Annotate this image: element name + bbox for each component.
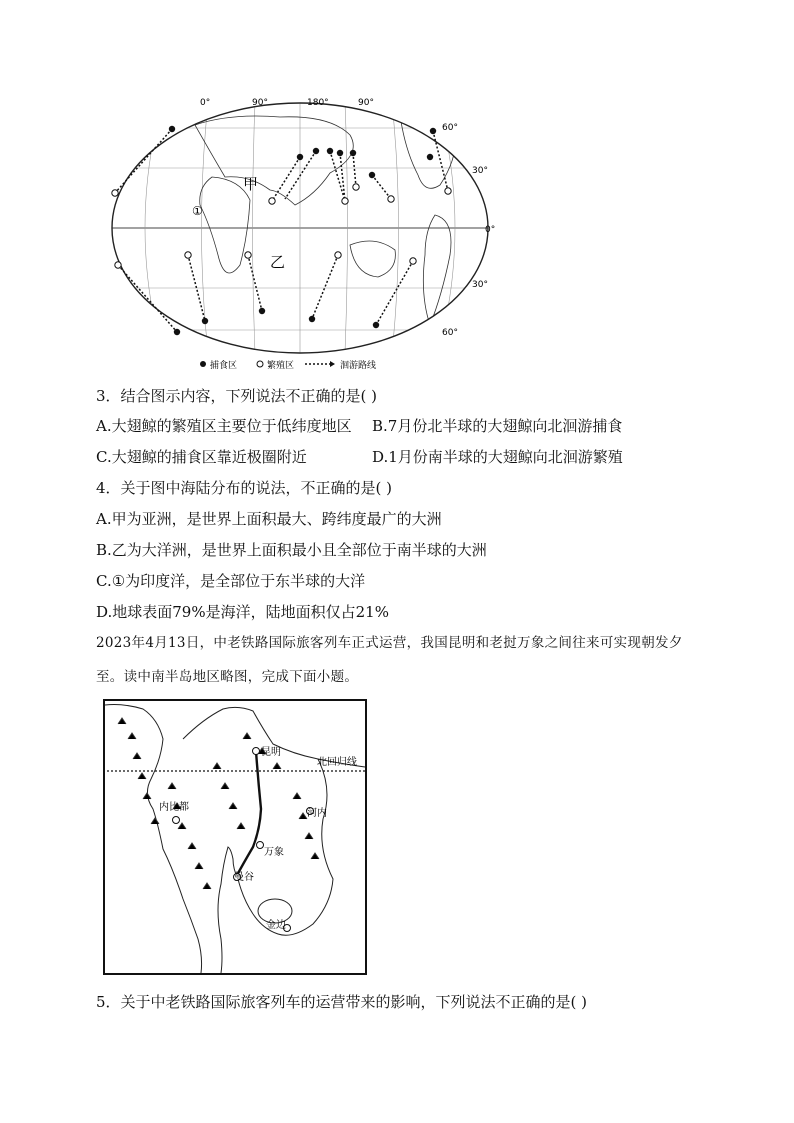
q3-option-d[interactable]: D.1月份南半球的大翅鲸向北洄游繁殖 — [372, 448, 623, 466]
label-bangkok: 曼谷 — [234, 872, 254, 883]
city-kunming-dot — [253, 748, 260, 755]
world-map — [100, 95, 500, 375]
city-naypyidaw-dot — [173, 817, 180, 824]
legend-feeding: 捕食区 — [210, 361, 238, 371]
q3-option-c[interactable]: C.大翅鲸的捕食区靠近极圈附近 — [96, 448, 307, 466]
lon-label-0: 0° — [200, 98, 211, 108]
lon-label-90e: 90° — [252, 98, 268, 108]
q4-option-c[interactable]: C.①为印度洋，是全部位于东半球的大洋 — [96, 572, 366, 590]
lat-label-30s: 30° — [472, 280, 488, 290]
lon-label-90w: 90° — [358, 98, 374, 108]
label-tropic: 北回归线 — [317, 757, 357, 768]
q3-option-b[interactable]: B.7月份北半球的大翅鲸向北洄游捕食 — [372, 417, 623, 435]
lat-label-30n: 30° — [472, 166, 488, 176]
continent-outlines — [140, 105, 456, 325]
lat-label-60n: 60° — [442, 123, 458, 133]
label-one: ① — [192, 204, 203, 218]
map-graticule — [100, 103, 500, 353]
lat-label-0: 0° — [485, 225, 496, 235]
city-vientiane-dot — [257, 842, 264, 849]
label-hanoi: 河内 — [307, 808, 327, 819]
q3-option-a[interactable]: A.大翅鲸的繁殖区主要位于低纬度地区 — [96, 417, 352, 435]
q4-option-d[interactable]: D.地球表面79%是海洋，陆地面积仅占21% — [96, 603, 389, 621]
q4-stem: 4．关于图中海陆分布的说法，不正确的是( ) — [96, 479, 393, 497]
label-kunming: 昆明 — [261, 747, 281, 758]
q3-stem: 3．结合图示内容，下列说法不正确的是( ) — [96, 387, 378, 405]
q4-option-a[interactable]: A.甲为亚洲，是世界上面积最大、跨纬度最广的大洲 — [96, 510, 442, 528]
legend-breeding: 繁殖区 — [267, 361, 295, 371]
map-legend — [200, 359, 376, 371]
intro-paragraph: 2023年4月13日，中老铁路国际旅客列车正式运营，我国昆明和老挝万象之间往来可实现朝发夕至。读中南半岛地区略图，完成下面小题。 — [96, 635, 683, 685]
q4-option-b[interactable]: B.乙为大洋洲，是世界上面积最小且全部位于南半球的大洲 — [96, 541, 487, 559]
migration-routes — [115, 129, 448, 332]
indochina-map — [103, 699, 367, 975]
label-phnompenh: 金边 — [266, 920, 286, 931]
label-naypyidaw: 内比都 — [159, 802, 189, 813]
label-yi: 乙 — [270, 253, 286, 271]
label-vientiane: 万象 — [264, 847, 284, 858]
lat-label-60s: 60° — [442, 328, 458, 338]
lon-label-180: 180° — [307, 98, 329, 108]
label-jia: 甲 — [243, 175, 259, 193]
q5-stem: 5．关于中老铁路国际旅客列车的运营带来的影响，下列说法不正确的是( ) — [96, 993, 588, 1011]
legend-route: 洄游路线 — [340, 361, 377, 371]
